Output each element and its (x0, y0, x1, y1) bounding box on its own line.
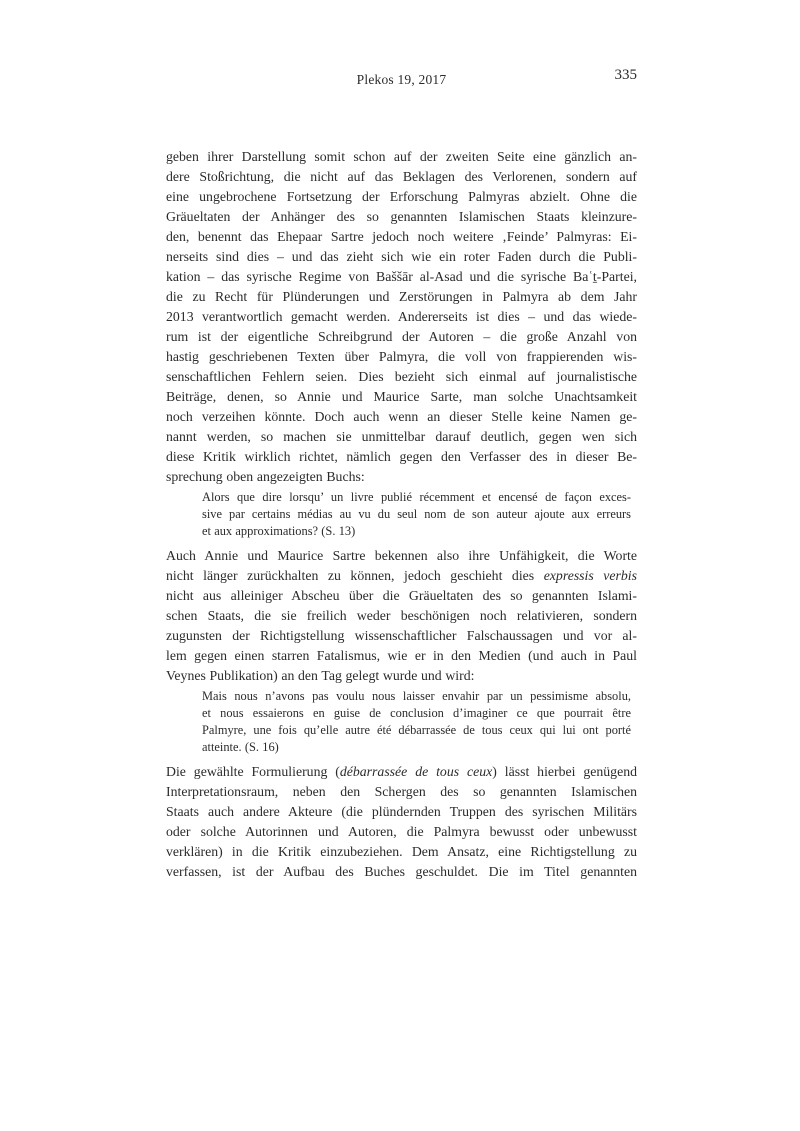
text-segment: ) lässt hierbei genügend (492, 764, 637, 779)
text-segment: den, benennt das Ehepaar Sartre jedoch noch weitere ‚Feinde’ Palmyras: Ei- (166, 229, 637, 244)
text-line (166, 207, 637, 227)
text-line (166, 387, 637, 407)
text-segment: Die gewählte Formulierung ( (166, 764, 340, 779)
quote-block (202, 489, 631, 540)
text-segment: die zu Recht für Plünderungen und Zerstörungen in Palmyra ab dem Jahr (166, 289, 637, 304)
text-line (166, 606, 637, 626)
text-segment: hastig geschriebenen Texten über Palmyra, die voll von frappierenden wis- (166, 349, 637, 364)
text-line (202, 506, 631, 523)
text-segment: noch verzeihen könnte. Doch auch wenn an dieser Stelle keine Namen ge- (166, 409, 637, 424)
italic-text-segment: expressis verbis (543, 568, 637, 583)
text-line (166, 407, 637, 427)
quote-block (202, 688, 631, 756)
text-segment: 2013 verantwortlich gemacht werden. Andererseits ist dies – und das wiede- (166, 309, 637, 324)
text-segment: geben ihrer Darstellung somit schon auf der zweiten Seite eine gänzlich an- (166, 149, 637, 164)
text-line (166, 822, 637, 842)
text-segment: Alors que dire lorsqu’ un livre publié récemment et encensé de façon exces- (202, 490, 631, 504)
text-line (166, 666, 637, 686)
text-segment: Gräueltaten der Anhänger des so genannten Islamischen Staats kleinzure- (166, 209, 637, 224)
paragraph-block (166, 147, 637, 487)
text-line (166, 347, 637, 367)
text-line (202, 523, 631, 540)
text-line (166, 586, 637, 606)
text-segment: schen Staats, die sie freilich weder beschönigen noch relativieren, sondern (166, 608, 637, 623)
text-segment: sprechung oben angezeigten Buchs: (166, 469, 365, 484)
text-segment: Mais nous n’avons pas voulu nous laisser envahir par un pessimisme absolu, (202, 689, 631, 703)
text-segment: rum ist der eigentliche Schreibgrund der Autoren – die große Anzahl von (166, 329, 637, 344)
text-segment: Beiträge, denen, so Annie und Maurice Sarte, man solche Unachtsamkeit (166, 389, 637, 404)
text-line (166, 626, 637, 646)
text-line (166, 267, 637, 287)
text-line (166, 646, 637, 666)
text-segment: nicht aus alleiniger Abscheu über die Gräueltaten des so genannten Islami- (166, 588, 637, 603)
text-line (166, 187, 637, 207)
page-number: 335 (614, 67, 637, 83)
text-line (166, 546, 637, 566)
text-segment: verfassen, ist der Aufbau des Buches geschuldet. Die im Titel genannten (166, 864, 637, 879)
text-segment: Veynes Publikation) an den Tag gelegt wurde und wird: (166, 668, 475, 683)
text-line (166, 367, 637, 387)
text-line (166, 566, 637, 586)
text-line (202, 688, 631, 705)
text-segment: diese Kritik wirklich richtet, nämlich gegen den Verfasser des in dieser Be- (166, 449, 637, 464)
text-segment: Staats auch andere Akteure (die plündernden Truppen des syrischen Militärs (166, 804, 637, 819)
text-segment: zugunsten der Richtigstellung wissenschaftlicher Falschaussagen und vor al- (166, 628, 637, 643)
text-segment: oder solche Autorinnen und Autoren, die Palmyra bewusst oder unbewusst (166, 824, 637, 839)
text-segment: Palmyre, une fois qu’elle autre été débarrassée de tous ceux qui lui ont porté (202, 723, 631, 737)
text-line (202, 739, 631, 756)
text-line (166, 862, 637, 882)
text-segment: lem gegen einen starren Fatalismus, wie er in den Medien (und auch in Paul (166, 648, 637, 663)
text-segment: senschaftlichen Fehlern seien. Dies bezieht sich einmal auf journalistische (166, 369, 637, 384)
text-line (166, 842, 637, 862)
text-segment: dere Stoßrichtung, die nicht auf das Beklagen des Verlorenen, sondern auf (166, 169, 637, 184)
text-line (166, 762, 637, 782)
text-line (202, 722, 631, 739)
text-segment: nerseits sind dies – und das zieht sich wie ein roter Faden durch die Publi- (166, 249, 637, 264)
running-header (166, 67, 637, 90)
text-line (166, 782, 637, 802)
text-line (166, 147, 637, 167)
text-segment: nannt werden, so machen sie unmittelbar darauf deutlich, gegen wen sich (166, 429, 637, 444)
text-segment: eine ungebrochene Fortsetzung der Erforschung Palmyras abzielt. Ohne die (166, 189, 637, 204)
text-line (166, 227, 637, 247)
paragraph-block (166, 762, 637, 882)
text-segment: atteinte. (S. 16) (202, 740, 279, 754)
text-line (166, 467, 637, 487)
text-line (166, 247, 637, 267)
text-line (202, 705, 631, 722)
text-segment: verklären) in die Kritik einzubeziehen. Dem Ansatz, eine Richtigstellung zu (166, 844, 637, 859)
text-line (166, 327, 637, 347)
italic-text-segment: débarrassée de tous ceux (339, 764, 493, 779)
text-line (166, 427, 637, 447)
text-line (166, 447, 637, 467)
text-line (202, 489, 631, 506)
text-line (166, 802, 637, 822)
text-segment: Auch Annie und Maurice Sartre bekennen also ihre Unfähigkeit, die Worte (166, 548, 637, 563)
text-segment: nicht länger zurückhalten zu können, jedoch geschieht dies (166, 568, 544, 583)
text-segment: et nous essaierons en guise de conclusion d’imaginer ce que pourrait être (202, 706, 631, 720)
text-segment: sive par certains médias au vu du seul nom de son auteur ajoute aux erreurs (202, 507, 631, 521)
paragraph-block (166, 546, 637, 686)
text-line (166, 307, 637, 327)
journal-title: Plekos 19, 2017 (356, 72, 447, 87)
text-line (166, 287, 637, 307)
text-segment: Interpretationsraum, neben den Schergen des so genannten Islamischen (166, 784, 637, 799)
text-segment: kation – das syrische Regime von Baššār al-Asad und die syrische Baʿṯ-Partei, (166, 269, 637, 284)
text-line (166, 167, 637, 187)
text-segment: et aux approximations? (S. 13) (202, 524, 356, 538)
text-body (166, 147, 637, 882)
